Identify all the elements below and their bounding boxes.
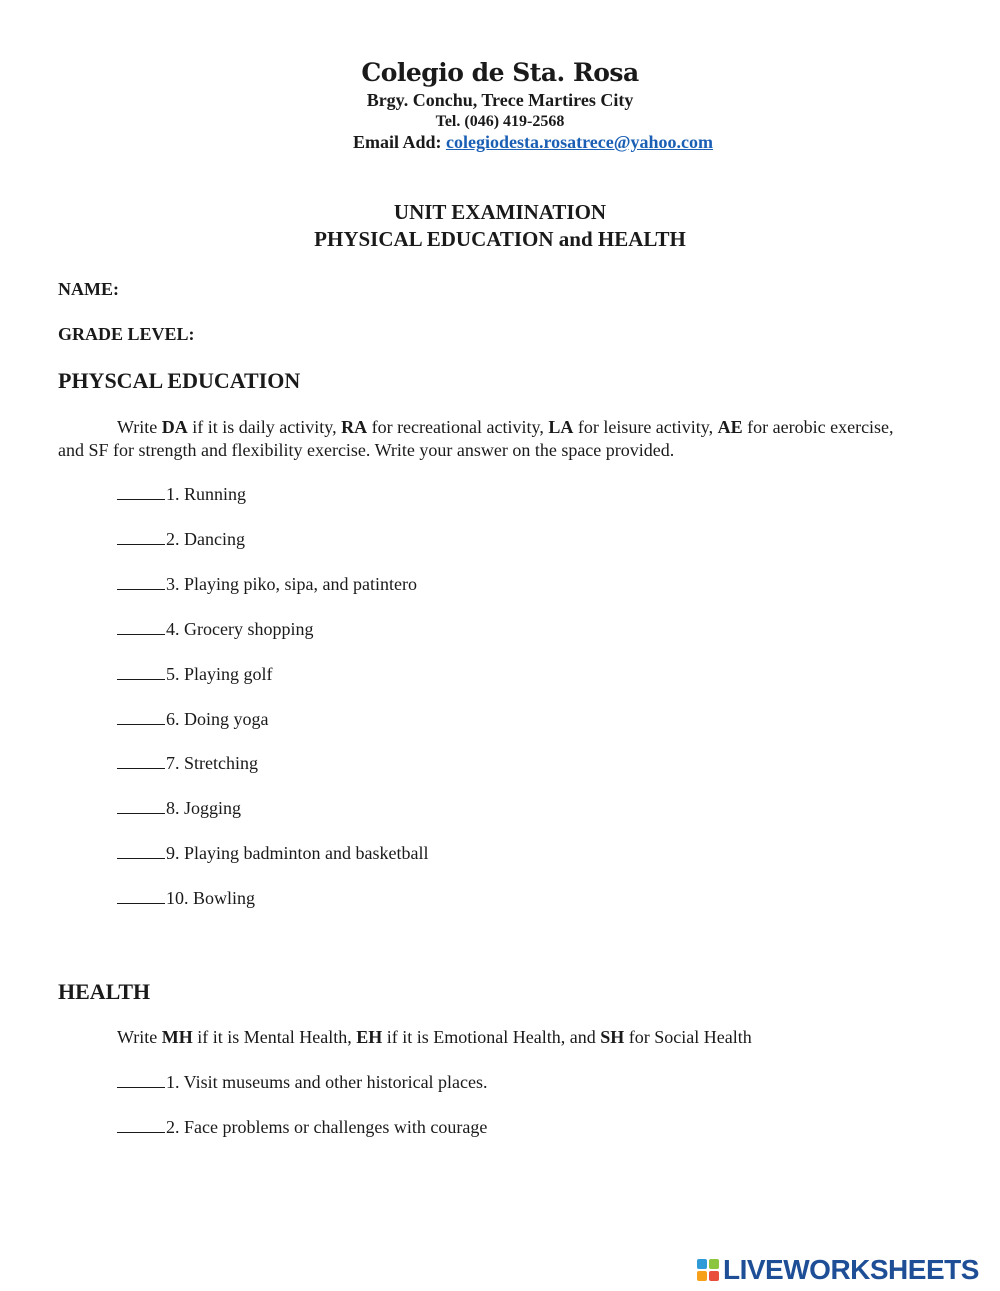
pe-question [117,798,241,819]
liveworksheets-logo-icon [697,1259,719,1281]
answer-blank[interactable] [117,799,165,814]
answer-blank[interactable] [117,710,165,725]
question-text: 3. Playing piko, sipa, and patintero [166,574,417,594]
health-section-heading: HEALTH [58,979,151,1004]
pe-question [117,753,258,774]
instruction-text: for leisure activity, [573,417,718,437]
health-question [117,1117,487,1138]
answer-blank[interactable] [117,530,165,545]
pe-question [117,888,255,909]
logo-square [709,1259,719,1269]
health-question [117,1072,488,1093]
exam-subject: PHYSICAL EDUCATION and HEALTH [314,227,686,251]
school-name: Colegio de Sta. Rosa [361,58,639,87]
liveworksheets-logo[interactable] [697,1255,979,1285]
instruction-code: LA [548,417,574,437]
answer-blank[interactable] [117,665,165,680]
school-telephone: Tel. (046) 419-2568 [435,113,565,130]
question-text: 8. Jogging [166,798,242,818]
email-link[interactable]: colegiodesta.rosatrece@yahoo.com [446,132,714,152]
question-text: 5. Playing golf [166,664,273,684]
instruction-code: RA [341,417,368,437]
answer-blank[interactable] [117,889,165,904]
pe-question [117,619,313,640]
instruction-text: for aerobic exercise, and SF for strength and flexibility exercise. Write your answer on the space provided. [58,417,894,460]
logo-square [709,1271,719,1281]
pe-question [117,529,245,550]
instruction-code: MH [161,1027,193,1047]
answer-blank[interactable] [117,754,165,769]
instruction-text: Write [117,417,162,437]
pe-question [117,664,273,685]
pe-question [117,574,417,595]
instruction-text: Write [117,1027,162,1047]
question-text: 4. Grocery shopping [166,619,314,639]
question-text: 10. Bowling [166,888,256,908]
question-text: 9. Playing badminton and basketball [166,843,429,863]
pe-instructions [58,416,908,462]
pe-section-heading: PHYSCAL EDUCATION [58,368,301,393]
answer-blank[interactable] [117,485,165,500]
pe-question [117,484,246,505]
answer-blank[interactable] [117,620,165,635]
question-text: 1. Visit museums and other historical places. [166,1072,488,1092]
school-address: Brgy. Conchu, Trece Martires City [366,90,634,110]
instruction-code: SH [600,1027,625,1047]
name-field-label: NAME: [58,279,119,299]
instruction-code: AE [717,417,743,437]
question-text: 7. Stretching [166,753,258,773]
answer-blank[interactable] [117,844,165,859]
health-instructions [117,1027,752,1048]
logo-square [697,1271,707,1281]
liveworksheets-logo-text: LIVEWORKSHEETS [723,1254,979,1285]
instruction-text: if it is daily activity, [187,417,342,437]
logo-square [697,1259,707,1269]
instruction-text: if it is Emotional Health, and [382,1027,601,1047]
answer-blank[interactable] [117,1118,165,1133]
instruction-text: for Social Health [624,1027,752,1047]
question-text: 6. Doing yoga [166,709,269,729]
exam-title: UNIT EXAMINATION [393,200,607,224]
grade-level-field-label: GRADE LEVEL: [58,324,195,344]
answer-blank[interactable] [117,1073,165,1088]
question-text: 2. Face problems or challenges with courage [166,1117,488,1137]
question-text: 1. Running [166,484,247,504]
email-label: Email Add: [352,132,442,152]
pe-question [117,709,269,730]
question-text: 2. Dancing [166,529,245,549]
answer-blank[interactable] [117,575,165,590]
instruction-code: DA [161,417,188,437]
instruction-text: if it is Mental Health, [192,1027,357,1047]
school-email-line [0,132,1000,153]
pe-question [117,843,428,864]
instruction-text: for recreational activity, [367,417,549,437]
instruction-code: EH [356,1027,383,1047]
